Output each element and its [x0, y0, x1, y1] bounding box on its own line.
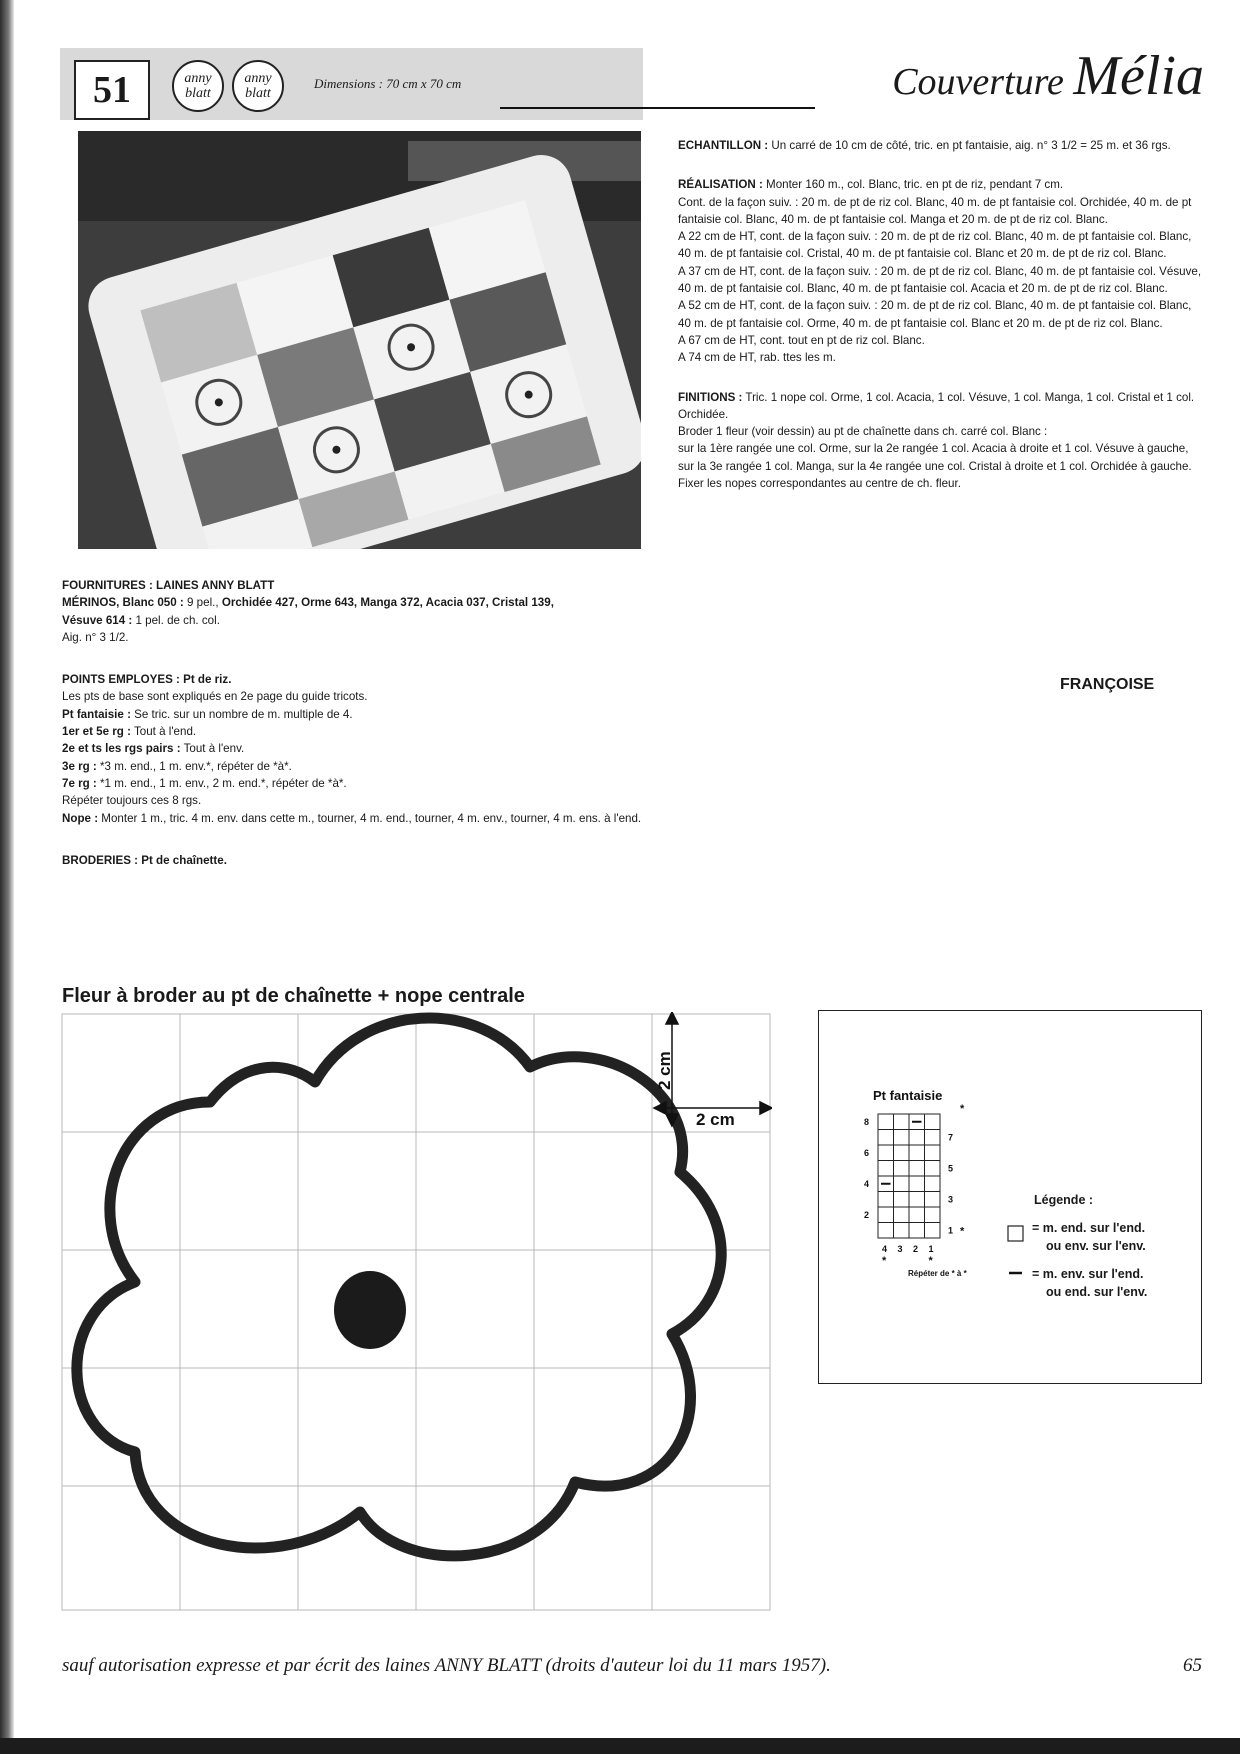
points-fantaisie: Pt fantaisie : Se tric. sur un nombre de m. multiple de 4.: [62, 707, 353, 721]
chart-cell: [894, 1176, 910, 1192]
nope-center: [334, 1271, 406, 1349]
fournitures-heading: FOURNITURES : LAINES ANNY BLATT: [62, 579, 275, 592]
broderies-heading: BRODERIES : Pt de chaînette.: [62, 853, 227, 867]
chart-cell: [894, 1223, 910, 1239]
chart-col-label: 3: [897, 1244, 903, 1254]
fournitures-line-2: Vésuve 614 : 1 pel. de ch. col.: [62, 613, 220, 627]
points-row-2: 2e et ts les rgs pairs : Tout à l'env.: [62, 742, 245, 756]
anny-blatt-logo: [172, 60, 224, 112]
chart-cell: [878, 1207, 894, 1223]
title-name: Mélia: [1073, 45, 1204, 107]
logo-bottom-text: blatt: [245, 86, 271, 101]
legend-dash-text: = m. env. sur l'end. ou end. sur l'env.: [1032, 1267, 1148, 1299]
chart-row-label: 6: [864, 1148, 870, 1158]
chart-cell: [878, 1130, 894, 1146]
chart-cell: [894, 1207, 910, 1223]
author: FRANÇOISE: [1060, 676, 1155, 693]
flower-outline: [77, 1018, 721, 1556]
points-repeat: Répéter toujours ces 8 rgs.: [62, 794, 202, 808]
finitions-rangees: sur la 1ère rangée une col. Orme, sur la 2e rangée 1 col. Acacia à droite et 1 col. Vésuve à gauche, sur la 3e rangée 1 col. Manga, sur la 4e rangée une col. Cristal à droite et 1 col. Orchidée à gauche.: [678, 442, 1192, 473]
scale-horizontal-label: 2 cm: [696, 1110, 735, 1129]
chart-cell: [925, 1145, 941, 1161]
fournitures-line-1: MÉRINOS, Blanc 050 : 9 pel., Orchidée 427, Orme 643, Manga 372, Acacia 037, Cristal 139,: [62, 596, 554, 610]
chart-cell: [909, 1207, 925, 1223]
chart-cell: [909, 1130, 925, 1146]
chart-cell: [909, 1161, 925, 1177]
scan-edge: [0, 0, 14, 1754]
legend-blank-text: = m. end. sur l'end. ou env. sur l'env.: [1032, 1221, 1146, 1253]
chart-cell: [878, 1161, 894, 1177]
chart-cell: [878, 1192, 894, 1208]
anny-blatt-logo: [232, 60, 284, 112]
stitch-chart: [818, 1010, 1202, 1384]
chart-cell: [925, 1130, 941, 1146]
realisation-paragraph: A 74 cm de HT, rab. ttes les m.: [678, 351, 836, 365]
chart-row-label: 7: [948, 1132, 954, 1143]
blanket-photo-drawing: [78, 131, 641, 549]
chart-star: *: [928, 1255, 933, 1267]
logo-top-text: anny: [244, 71, 272, 86]
points-heading: POINTS EMPLOYES : Pt de riz.: [62, 673, 232, 687]
chart-cell: [878, 1145, 894, 1161]
chart-star: *: [960, 1103, 965, 1115]
logo-bottom-text: blatt: [185, 86, 211, 101]
copyright-notice: sauf autorisation expresse et par écrit des laines ANNY BLATT (droits d'auteur loi du 11 mars 1957).: [62, 1655, 831, 1676]
chart-grid: [878, 1114, 940, 1238]
chart-cell: [909, 1192, 925, 1208]
chart-cell: [909, 1176, 925, 1192]
echantillon: ECHANTILLON : Un carré de 10 cm de côté, tric. en pt fantaisie, aig. n° 3 1/2 = 25 m. et 36 rgs.: [678, 139, 1171, 152]
realisation-paragraph: A 52 cm de HT, cont. de la façon suiv. : 20 m. de pt de riz col. Blanc, 40 m. de pt fantaisie col. Blanc, 40 m. de pt fantaisie col. Orme, 40 m. de pt fantaisie col. Blanc et 20 m. de pt de riz col. Blanc.: [678, 299, 1192, 330]
chart-cell: [894, 1145, 910, 1161]
flower-diagram: [60, 1012, 772, 1612]
realisation-paragraph: A 22 cm de HT, cont. de la façon suiv. : 20 m. de pt de riz col. Blanc, 40 m. de pt fantaisie col. Blanc, 40 m. de pt fantaisie col. Cristal, 40 m. de pt fantaisie col. Blanc et 20 m. de pt de riz col. Blanc.: [678, 230, 1192, 261]
chart-cell: [925, 1176, 941, 1192]
right-column: [678, 137, 1204, 492]
chart-cell: [925, 1161, 941, 1177]
chart-star: *: [960, 1225, 965, 1238]
chart-cell: [894, 1161, 910, 1177]
flower-title: Fleur à broder au pt de chaînette + nope centrale: [62, 985, 525, 1007]
points-nope: Nope : Monter 1 m., tric. 4 m. env. dans cette m., tourner, 4 m. end., tourner, 4 m. env., tourner, 4 m. ens. à l'end.: [62, 811, 642, 825]
chart-row-label: 3: [948, 1194, 954, 1205]
chart-row-label: 2: [864, 1210, 870, 1220]
scan-bottom-edge: [0, 1738, 1240, 1754]
dimensions: Dimensions : 70 cm x 70 cm: [314, 76, 462, 91]
finitions-broder: Broder 1 fleur (voir dessin) au pt de chaînette dans ch. carré col. Blanc :: [678, 425, 1048, 439]
realisation-paragraph: Cont. de la façon suiv. : 20 m. de pt de riz col. Blanc, 40 m. de pt fantaisie col. Orchidée, 40 m. de pt fantaisie col. Blanc, 40 m. de pt fantaisie col. Manga et 20 m. de pt de riz col. Blanc.: [678, 195, 1192, 226]
fournitures-line-3: Aig. n° 3 1/2.: [62, 630, 129, 644]
chart-cell: [925, 1223, 941, 1239]
chart-cell: [894, 1192, 910, 1208]
chart-row-label: 4: [864, 1179, 870, 1189]
chart-row-label: 8: [864, 1117, 870, 1127]
chart-col-label: 4: [882, 1244, 888, 1254]
left-column: [62, 577, 657, 869]
logo-top-text: anny: [184, 71, 212, 86]
chart-cell: [894, 1114, 910, 1130]
points-row-7: 7e rg : *1 m. end., 1 m. env., 2 m. end.*, répéter de *à*.: [62, 776, 347, 790]
legend-title: Légende :: [1034, 1193, 1094, 1207]
chart-cell: [878, 1223, 894, 1239]
title-prefix: Couverture: [892, 61, 1064, 103]
legend-blank-box: [1008, 1226, 1023, 1241]
page-folio: 65: [1183, 1655, 1202, 1676]
finitions: FINITIONS : Tric. 1 nope col. Orme, 1 col. Acacia, 1 col. Vésuve, 1 col. Manga, 1 col. Cristal et 1 col. Orchidée.: [678, 390, 1195, 421]
chart-row-label: 5: [948, 1163, 954, 1174]
points-intro: Les pts de base sont expliqués en 2e page du guide tricots.: [62, 690, 368, 704]
blanket-photo: [78, 131, 641, 549]
chart-col-label: 1: [928, 1244, 934, 1254]
chart-cell: [909, 1223, 925, 1239]
pattern-number: 51: [74, 60, 150, 120]
points-row-1: 1er et 5e rg : Tout à l'end.: [62, 725, 197, 739]
realisation-paragraph: A 37 cm de HT, cont. de la façon suiv. : 20 m. de pt de riz col. Blanc, 40 m. de pt fantaisie col. Vésuve, 40 m. de pt fantaisie col. Blanc, 40 m. de pt fantaisie col. Acacia et 20 m. de pt de riz col. Blanc.: [678, 264, 1202, 296]
chart-cell: [925, 1114, 941, 1130]
scale-vertical-label: 2 cm: [655, 1051, 674, 1090]
chart-title: Pt fantaisie: [873, 1088, 943, 1103]
chart-repeat-label: Répéter de * à *: [908, 1269, 967, 1278]
page-title: [820, 44, 1204, 108]
chart-cell: [909, 1145, 925, 1161]
finitions-fixer: Fixer les nopes correspondantes au centre de ch. fleur.: [678, 477, 961, 491]
chart-cell: [894, 1130, 910, 1146]
chart-col-label: 2: [913, 1244, 919, 1254]
chart-cell: [925, 1192, 941, 1208]
points-row-3: 3e rg : *3 m. end., 1 m. env.*, répéter de *à*.: [62, 759, 292, 773]
chart-row-label: 1: [948, 1225, 954, 1236]
chart-cell: [878, 1114, 894, 1130]
title-rule: [500, 107, 815, 109]
chart-star: *: [882, 1255, 887, 1267]
chart-cell: [925, 1207, 941, 1223]
realisation-paragraph: A 67 cm de HT, cont. tout en pt de riz col. Blanc.: [678, 333, 925, 347]
realisation-first: RÉALISATION : Monter 160 m., col. Blanc, tric. en pt de riz, pendant 7 cm.: [678, 178, 1064, 192]
